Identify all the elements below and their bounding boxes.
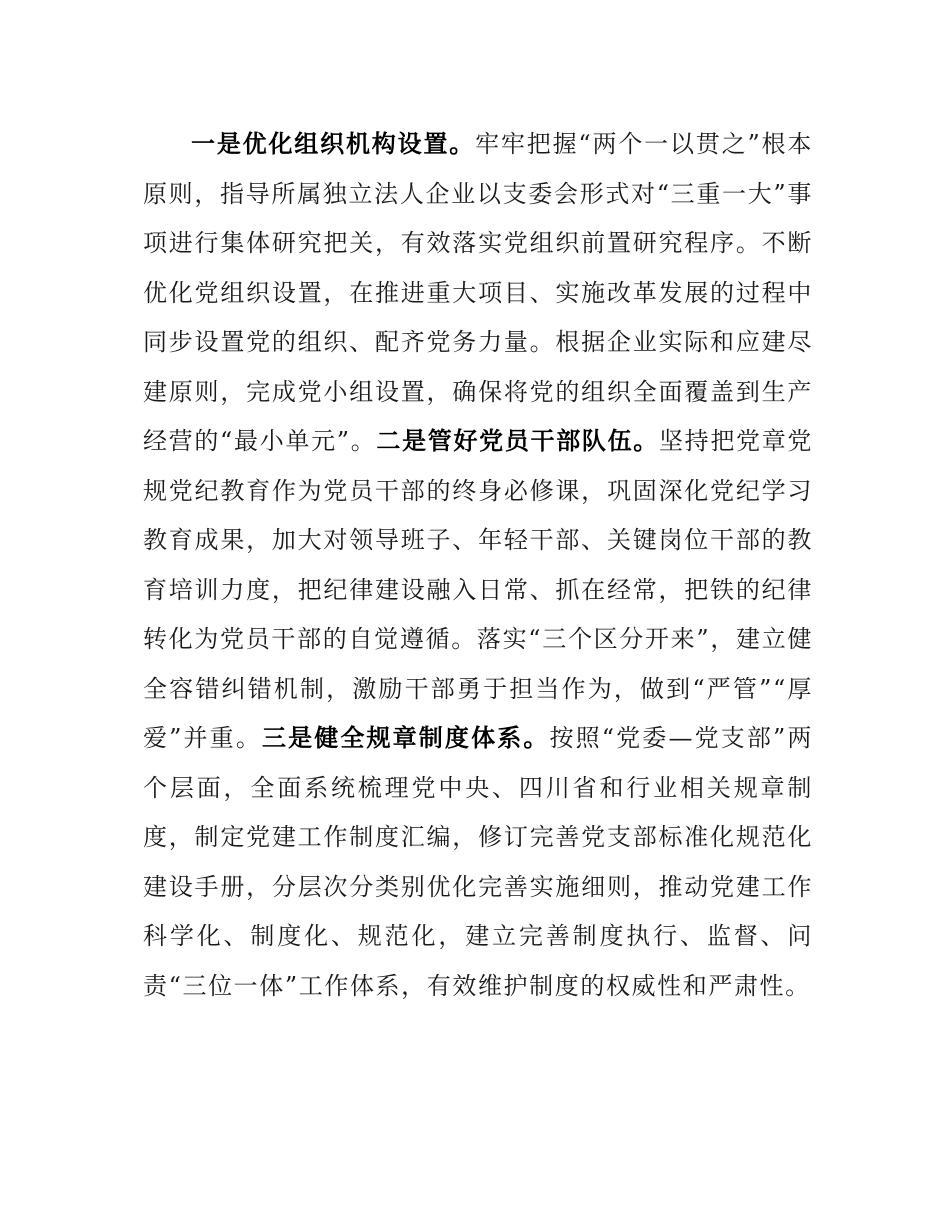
- section-body-three: 按照“党委—党支部”两个层面，全面系统梳理党中央、四川省和行业相关规章制度，制定党建工作制度汇编，修订完善党支部标准化规范化建设手册，分层次分类别优化完善实施细则，推动党建工作科学化、制度化、规范化，建立完善制度执行、监督、问责“三位一体”工作体系，有效维护制度的权威性和严肃性。: [143, 724, 813, 1000]
- section-heading-two: 二是管好党员干部队伍。: [376, 427, 659, 455]
- section-heading-three: 三是健全规章制度体系。: [261, 724, 550, 752]
- section-body-one: 牢牢把握“两个一以贯之”根本原则，指导所属独立法人企业以支委会形式对“三重一大”事项进行集体研究把关，有效落实党组织前置研究程序。不断优化党组织设置，在推进重大项目、实施改革发展的过程中同步设置党的组织、配齐党务力量。根据企业实际和应建尽建原则，完成党小组设置，确保将党的组织全面覆盖到生产经营的“最小单元”。: [143, 130, 813, 455]
- body-paragraph: [143, 120, 813, 1011]
- section-heading-one: 一是优化组织机构设置。: [191, 130, 476, 158]
- section-body-two: 坚持把党章党规党纪教育作为党员干部的终身必修课，巩固深化党纪学习教育成果，加大对领导班子、年轻干部、关键岗位干部的教育培训力度，把纪律建设融入日常、抓在经常，把铁的纪律转化为党员干部的自觉遵循。落实“三个区分开来”，建立健全容错纠错机制，激励干部勇于担当作为，做到“严管”“厚爱”并重。: [143, 427, 813, 752]
